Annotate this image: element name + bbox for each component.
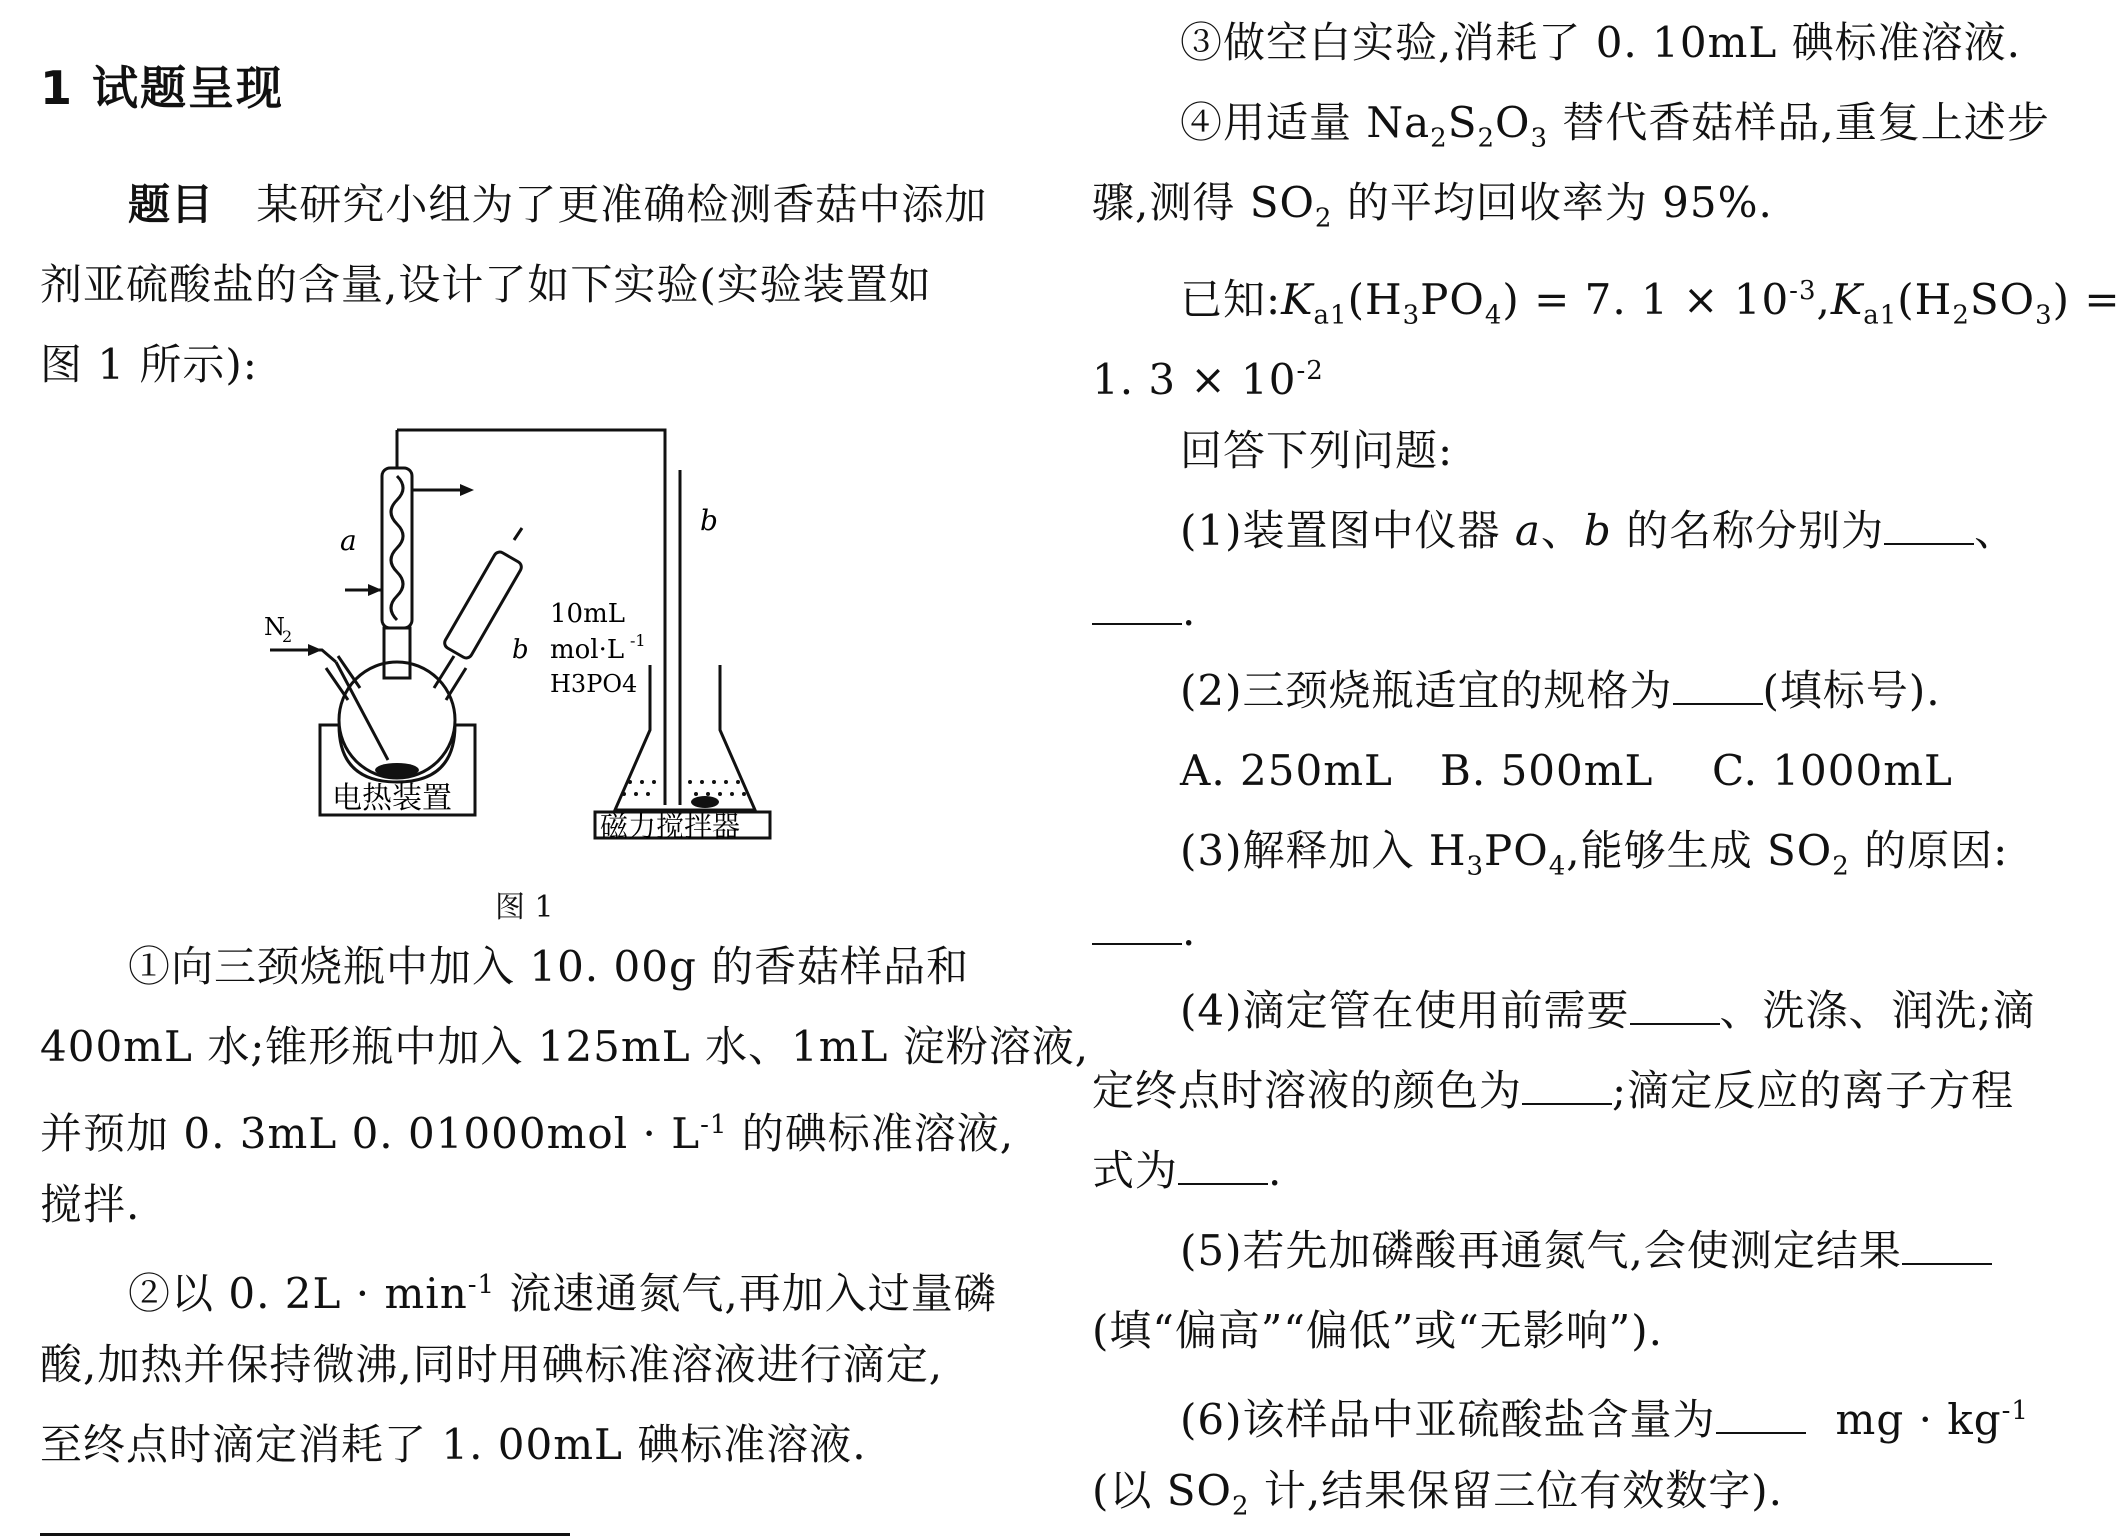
q4-blank-3[interactable] bbox=[1178, 1149, 1268, 1185]
known-k2: K bbox=[1830, 275, 1864, 324]
q3-s2: 4 bbox=[1548, 851, 1567, 882]
s4-l2s: 2 bbox=[1314, 203, 1333, 234]
q4-d: ;滴定反应的离子方程 bbox=[1612, 1066, 2015, 1115]
s4-l2b: 的平均回收率为 95%. bbox=[1332, 178, 1773, 227]
q6-sub: 2 bbox=[1231, 1491, 1250, 1522]
known-a: 已知: bbox=[1180, 275, 1282, 324]
answer-intro: 回答下列问题: bbox=[1180, 426, 1454, 475]
step4-line-1 bbox=[1180, 96, 2050, 165]
footnote-rule bbox=[40, 1533, 570, 1536]
step2-line-1b: 流速通氮气,再加入过量磷 bbox=[495, 1269, 997, 1318]
q3-line-2 bbox=[1092, 904, 1196, 958]
q4-c: 定终点时溶液的颜色为 bbox=[1092, 1066, 1523, 1115]
q3-a: (3)解释加入 H bbox=[1180, 826, 1467, 875]
step2-line-1a: ②以 0. 2L · min bbox=[128, 1269, 468, 1318]
known-sep: , bbox=[1816, 275, 1831, 324]
q6-c: 计,结果保留三位有效数字). bbox=[1249, 1466, 1783, 1515]
label-n2-sub: 2 bbox=[282, 627, 293, 646]
step1-line-3a: 并预加 0. 3mL 0. 01000mol · L bbox=[40, 1109, 701, 1158]
s4-s2: 2 bbox=[1477, 123, 1496, 154]
known-p1: (H bbox=[1347, 275, 1403, 324]
q6-line-2 bbox=[1092, 1464, 1783, 1533]
heater-label: 电热装置 bbox=[332, 781, 452, 816]
known-p1sup: -3 bbox=[1789, 276, 1817, 306]
step1-line-2: 400mL 水;锥形瓶中加入 125mL 水、1mL 淀粉溶液, bbox=[40, 1022, 1090, 1071]
step1-line-3-sup: -1 bbox=[700, 1110, 728, 1140]
step2-line-1 bbox=[128, 1258, 997, 1321]
known-k2-sub: a1 bbox=[1863, 300, 1898, 331]
q3-end: . bbox=[1182, 906, 1197, 955]
q4-blank-1[interactable] bbox=[1630, 989, 1720, 1025]
known-l2sup: -2 bbox=[1296, 356, 1324, 386]
known-line-1 bbox=[1180, 264, 2121, 342]
reagent-line-3: H3PO4 bbox=[550, 670, 638, 698]
s4-c: O bbox=[1495, 98, 1531, 147]
q2-text: (2)三颈烧瓶适宜的规格为 bbox=[1180, 666, 1673, 715]
q1-b: 的名称分别为 bbox=[1611, 506, 1885, 555]
label-b-conc: b bbox=[512, 635, 529, 665]
step2-line-2: 酸,加热并保持微沸,同时用碘标准溶液进行滴定, bbox=[40, 1340, 944, 1389]
q4-f: . bbox=[1268, 1146, 1283, 1195]
q1-var-b: b bbox=[1583, 506, 1612, 555]
step3-line: ③做空白实验,消耗了 0. 10mL 碘标准溶液. bbox=[1180, 18, 2021, 67]
known-l2: 1. 3 × 10 bbox=[1092, 355, 1297, 404]
q1-sep: 、 bbox=[1540, 506, 1584, 555]
q3-d: 的原因: bbox=[1849, 826, 2009, 875]
q4-blank-2[interactable] bbox=[1522, 1069, 1612, 1105]
q1-end: . bbox=[1182, 586, 1197, 635]
known-p2c: ) = bbox=[2052, 275, 2121, 324]
reagent-line-1: 10mL bbox=[550, 599, 626, 629]
q2-option-c: C. 1000mL bbox=[1712, 746, 1953, 795]
reagent-line-2: mol·L bbox=[550, 635, 625, 665]
step1-line-3 bbox=[40, 1098, 1014, 1161]
q5-line-2: (填“偏高”“偏低”或“无影响”). bbox=[1092, 1306, 1663, 1355]
q1-var-a: a bbox=[1514, 506, 1541, 555]
q6-line-1 bbox=[1180, 1384, 2029, 1447]
label-a: a bbox=[340, 524, 357, 557]
s4-s3: 3 bbox=[1530, 123, 1549, 154]
reagent-line-2-sup: -1 bbox=[630, 631, 646, 650]
q2-option-a: A. 250mL bbox=[1180, 746, 1393, 795]
q3-s3: 2 bbox=[1832, 851, 1850, 882]
q3-b: PO bbox=[1484, 826, 1549, 875]
q6-blank[interactable] bbox=[1716, 1398, 1806, 1434]
step2-line-1-sup: -1 bbox=[467, 1270, 496, 1300]
s4-s1: 2 bbox=[1430, 123, 1448, 154]
q4-line-2 bbox=[1092, 1064, 2014, 1118]
step4-line-2 bbox=[1092, 176, 1773, 245]
q3-s1: 3 bbox=[1466, 851, 1485, 882]
q5-blank[interactable] bbox=[1902, 1229, 1992, 1265]
known-p1s1: 3 bbox=[1402, 300, 1421, 331]
q2-blank[interactable] bbox=[1673, 669, 1763, 705]
s4-d: 替代香菇样品,重复上述步 bbox=[1548, 98, 2050, 147]
label-b-funnel: b bbox=[700, 504, 718, 537]
intro-line-3: 图 1 所示): bbox=[40, 340, 258, 389]
q6-unit: mg · kg bbox=[1835, 1395, 2002, 1444]
q6-a: (6)该样品中亚硫酸盐含量为 bbox=[1180, 1395, 1716, 1444]
stirrer-label: 磁力搅拌器 bbox=[600, 810, 741, 843]
q6-b: (以 SO bbox=[1092, 1466, 1232, 1515]
q2-tail: (填标号). bbox=[1762, 666, 1941, 715]
known-p2s2: 3 bbox=[2035, 300, 2053, 331]
question-label: 题目 bbox=[128, 180, 215, 229]
known-p2: (H bbox=[1897, 275, 1953, 324]
q6-unit-sup: -1 bbox=[2001, 1396, 2029, 1426]
q2-line bbox=[1180, 664, 1941, 718]
s4-b: S bbox=[1447, 98, 1478, 147]
q5-a: (5)若先加磷酸再通氮气,会使测定结果 bbox=[1180, 1226, 1902, 1275]
q5-line-1 bbox=[1180, 1224, 1992, 1278]
q3-c: ,能够生成 SO bbox=[1566, 826, 1833, 875]
q1-line-1 bbox=[1180, 504, 2017, 558]
apparatus-figure bbox=[260, 410, 790, 843]
step1-line-3b: 的碘标准溶液, bbox=[727, 1109, 1015, 1158]
known-k1: K bbox=[1281, 275, 1314, 324]
q1-a: (1)装置图中仪器 bbox=[1180, 506, 1515, 555]
q4-line-3 bbox=[1092, 1144, 1282, 1198]
q1-line-2 bbox=[1092, 584, 1196, 638]
q4-a: (4)滴定管在使用前需要 bbox=[1180, 986, 1630, 1035]
q1-blank-1[interactable] bbox=[1884, 509, 1974, 545]
section-heading: 1 试题呈现 bbox=[40, 61, 285, 115]
known-p2b: SO bbox=[1969, 275, 2036, 324]
step1-line-4: 搅拌. bbox=[40, 1180, 141, 1229]
q4-line-1 bbox=[1180, 984, 2036, 1038]
known-p1c: ) = 7. 1 × 10 bbox=[1502, 275, 1790, 324]
q3-line-1 bbox=[1180, 824, 2008, 893]
intro-line-2: 剂亚硫酸盐的含量,设计了如下实验(实验装置如 bbox=[40, 260, 932, 309]
known-p1b: PO bbox=[1420, 275, 1485, 324]
step2-line-3: 至终点时滴定消耗了 1. 00mL 碘标准溶液. bbox=[40, 1420, 867, 1469]
known-p2s1: 2 bbox=[1952, 300, 1970, 331]
s4-a: ④用适量 Na bbox=[1180, 98, 1431, 147]
intro-text-1: 某研究小组为了更准确检测香菇中添加 bbox=[256, 180, 988, 229]
known-line-2 bbox=[1092, 344, 1324, 407]
label-n2: N bbox=[264, 613, 285, 641]
s4-l2a: 骤,测得 SO bbox=[1092, 178, 1315, 227]
figure-caption: 图 1 bbox=[495, 890, 554, 925]
q1-blank-2[interactable] bbox=[1092, 589, 1182, 625]
q1-c: 、 bbox=[1974, 506, 2018, 555]
q3-blank[interactable] bbox=[1092, 909, 1182, 945]
known-p1s2: 4 bbox=[1484, 300, 1503, 331]
q2-option-b: B. 500mL bbox=[1440, 746, 1654, 795]
intro-line-1 bbox=[128, 178, 987, 232]
q4-b: 、洗涤、润洗;滴 bbox=[1719, 986, 2036, 1035]
known-k1-sub: a1 bbox=[1313, 300, 1348, 331]
q4-e: 式为 bbox=[1092, 1146, 1179, 1195]
step1-line-1: ①向三颈烧瓶中加入 10. 00g 的香菇样品和 bbox=[128, 942, 970, 991]
